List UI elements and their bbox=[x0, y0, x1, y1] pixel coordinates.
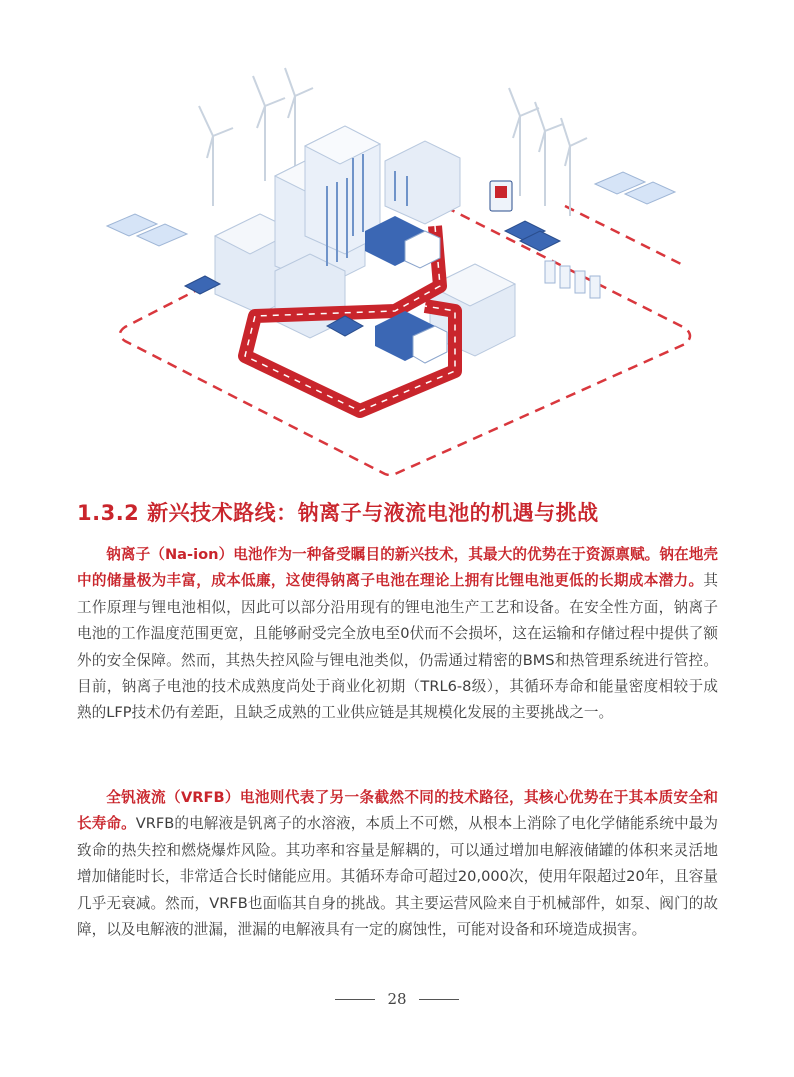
section-heading: 1.3.2 新兴技术路线：钠离子与液流电池的机遇与挑战 bbox=[77, 501, 599, 525]
wind-turbine-icon bbox=[509, 88, 587, 216]
footer-rule-left bbox=[335, 999, 375, 1000]
energy-storage-park-illustration bbox=[95, 66, 705, 476]
paragraph-highlight: 全钒液流（VRFB）电池则代表了另一条截然不同的技术路径，其核心优势在于其本质安全和长寿命。 bbox=[77, 789, 718, 833]
charging-station-icon bbox=[545, 261, 600, 298]
paragraph-body: 其工作原理与锂电池相似，因此可以部分沿用现有的锂电池生产工艺和设备。在安全性方面，钠离子电池的工作温度范围更宽，且能够耐受完全放电至0伏而不会损坏，这在运输和存储过程中提供了额外的安全保障。然而，其热失控风险与锂电池类似，仍需通过精密的BMS和热管理系统进行管控。目前，钠离子电池的技术成熟度尚处于商业化初期（TRL6-8级），其循环寿命和能量密度相较于成熟的LFP技术仍有差距，且缺乏成熟的工业供应链是其规模化发展的主要挑战之一。 bbox=[77, 572, 718, 722]
paragraph-highlight: 钠离子（Na-ion）电池作为一种备受瞩目的新兴技术，其最大的优势在于资源禀赋。钠在地壳中的储量极为丰富，成本低廉，这使得钠离子电池在理论上拥有比锂电池更低的长期成本潜力。 bbox=[77, 546, 718, 590]
paragraph-body: VRFB的电解液是钒离子的水溶液，本质上不可燃，从根本上消除了电化学储能系统中最为致命的热失控和燃烧爆炸风险。其功率和容量是解耦的，可以通过增加电解液储罐的体积来灵活地增加储能时长，非常适合长时储能应用。其循环寿命可超过20,000次，使用年限超过20年，且容量几乎无衰减。然而，VRFB也面临其自身的挑战。其主要运营风险来自于机械部件，如泵、阀门的故障，以及电解液的泄漏，泄漏的电解液具有一定的腐蚀性，可能对设备和环境造成损害。 bbox=[77, 815, 718, 939]
footer-rule-right bbox=[419, 999, 459, 1000]
paragraph-vanadium-flow bbox=[77, 785, 718, 943]
page-footer bbox=[0, 987, 794, 1011]
page-number: 28 bbox=[387, 990, 407, 1008]
paragraph-sodium-ion bbox=[77, 542, 718, 727]
